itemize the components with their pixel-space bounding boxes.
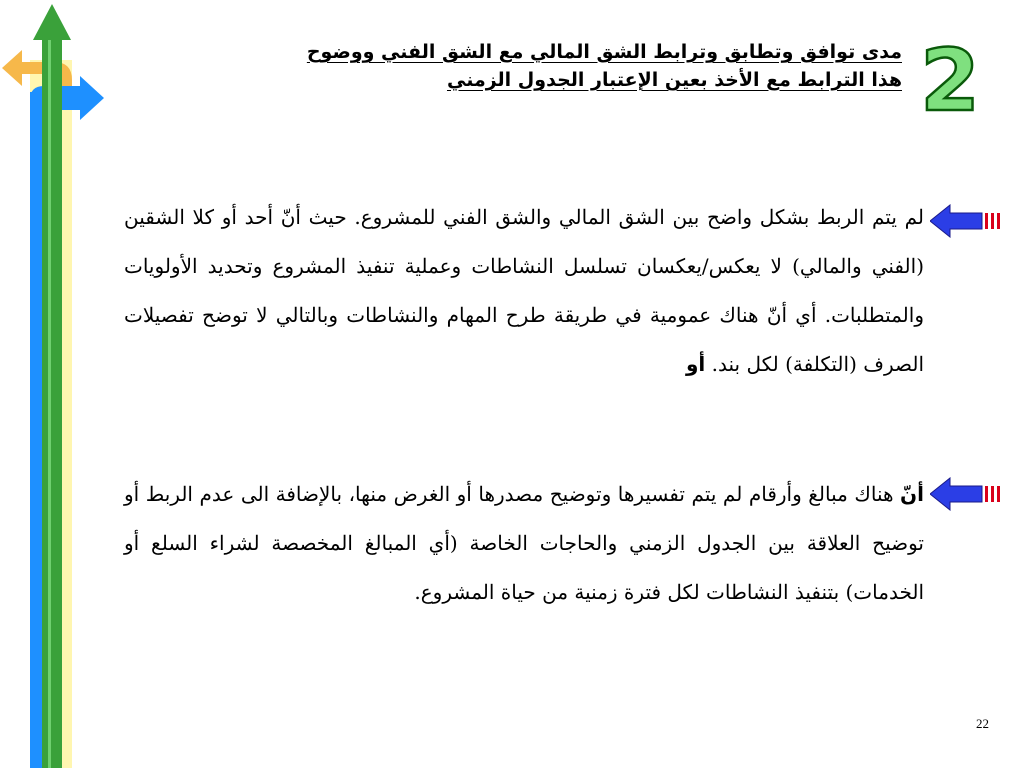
left-arrow-bullet-icon bbox=[930, 204, 1002, 238]
page-title bbox=[182, 38, 902, 94]
slide-number bbox=[918, 28, 982, 128]
left-arrow-bullet-icon bbox=[930, 477, 1002, 511]
bullet-paragraph-1 bbox=[124, 193, 924, 389]
bullet-1-connector: أو bbox=[685, 352, 706, 376]
green-bar bbox=[42, 36, 62, 768]
svg-text:2: 2 bbox=[920, 31, 980, 128]
decorative-arrows bbox=[0, 0, 110, 768]
title-line-2: هذا الترابط مع الأخذ بعين الإعتبار الجدول الزمني bbox=[446, 69, 902, 91]
bullet-2-lead: أنّ bbox=[900, 482, 924, 506]
bullet-1-text: لم يتم الربط بشكل واضح بين الشق المالي والشق الفني للمشروع. حيث أنّ أحد أو كلا الشقين (الفني والمالي) لا يعكس/يعكسان تسلسل النشاطات وعملية تنفيذ المشروع وتحديد الأولويات والمتطلبات. أي أنّ هناك عمومية في طريقة طرح المهام والنشاطات وبالتالي لا توضح تفصيلات الصرف (التكلفة) لكل بند. bbox=[124, 205, 924, 376]
blue-bar bbox=[30, 92, 42, 768]
bullet-2-text: هناك مبالغ وأرقام لم يتم تفسيرها وتوضيح مصدرها أو الغرض منها، بالإضافة الى عدم الربط أو توضيح العلاقة بين الجدول الزمني والحاجات الخاصة (أي المبالغ المخصصة لشراء السلع أو الخدمات) بتنفيذ النشاطات لكل فترة زمنية من حياة المشروع. bbox=[124, 482, 924, 604]
bullet-paragraph-2 bbox=[124, 470, 924, 617]
title-line-1: مدى توافق وتطابق وترابط الشق المالي مع الشق الفني ووضوح bbox=[306, 41, 902, 63]
page-number: 22 bbox=[976, 716, 989, 731]
green-arrow-icon bbox=[33, 4, 71, 40]
